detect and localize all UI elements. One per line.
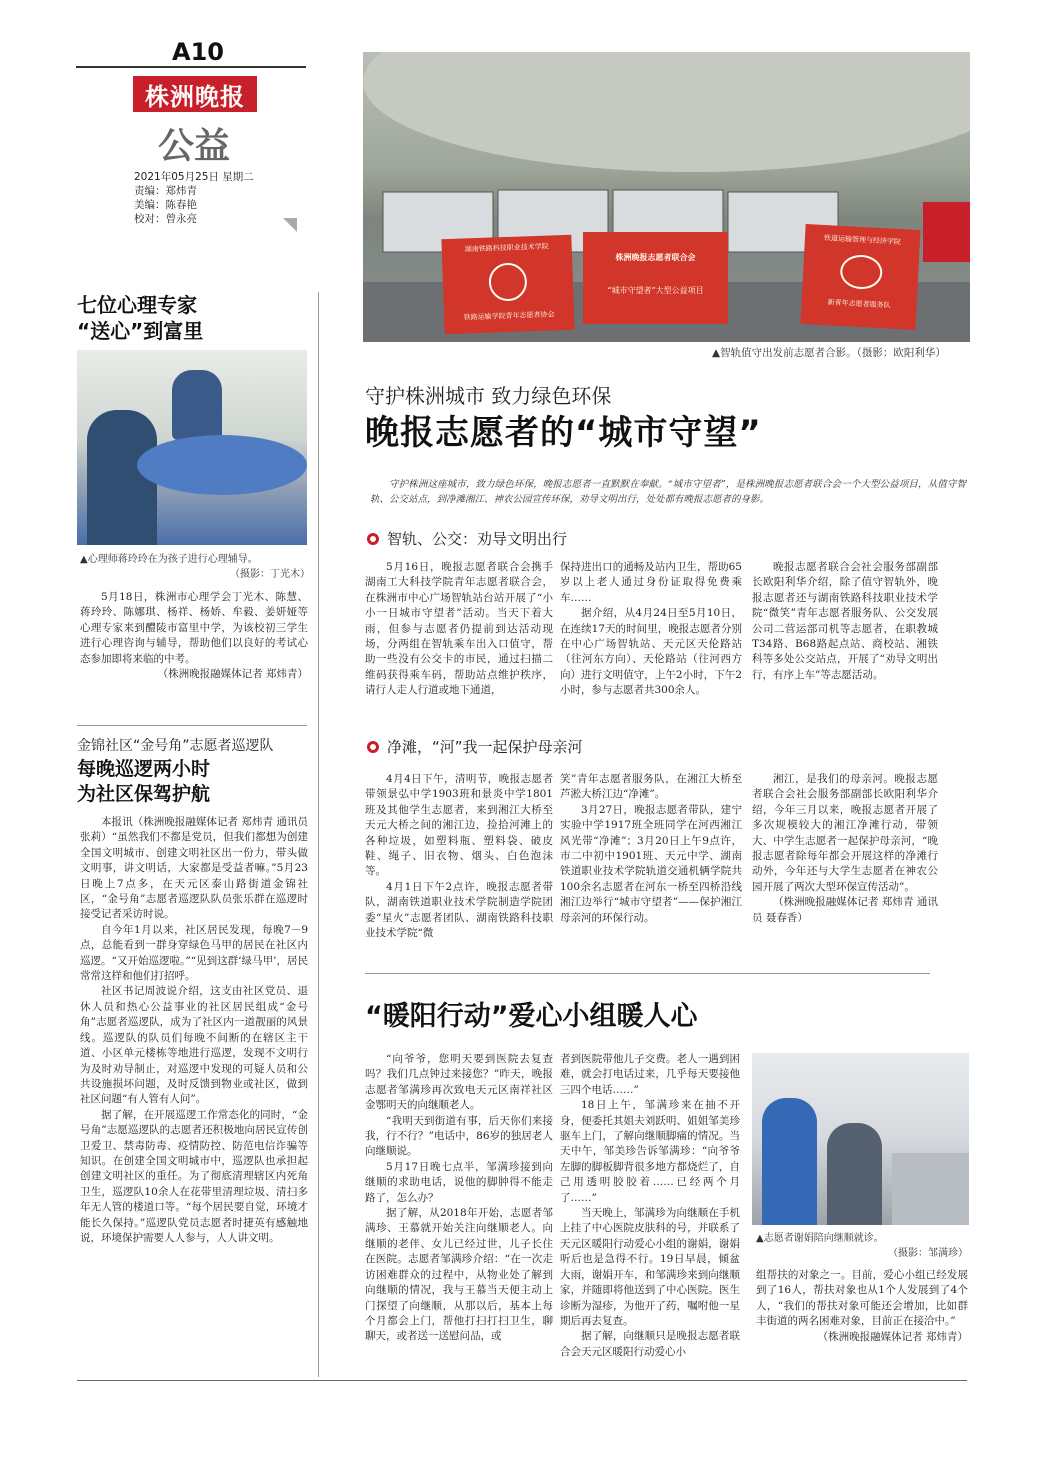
bottom-col2-p3: 当天晚上，邹满珍为向继顺在手机上挂了中心医院皮肤科的号，并联系了天元区暖阳行动爱心小组的谢娟，谢娟听后也是急得不行。19日早晨，倾盆大雨，谢娟开车，和邹满珍来到向继顺家，并随即将他送到了中心医院。医生诊断为湿疹，为他开了药，嘱咐他一星期后再去复查。 xyxy=(560,1207,740,1327)
story1-body xyxy=(80,590,308,682)
masthead-rule xyxy=(76,66,306,68)
story2-headline-line2: 为社区保驾护航 xyxy=(77,783,211,805)
story2-para2: 自今年1月以来，社区居民发现，每晚7－9点，总能看到一群身穿绿色马甲的居民在社区内巡逻。“又开始巡逻啦。”“见到这群‘绿马甲’，居民常常这样和他们打招呼。 xyxy=(80,923,308,983)
left-column-divider xyxy=(318,292,319,1377)
story1-caption-text: ▲心理师蒋玲玲在为孩子进行心理辅导。 xyxy=(80,554,258,565)
story1-credit: （株洲晚报融媒体记者 郑炜青） xyxy=(157,668,308,681)
footer-rule xyxy=(77,1380,967,1381)
banner-right-bottom: 新青年志愿者服务队 xyxy=(827,298,891,310)
banner-middle xyxy=(583,232,728,324)
story2-kicker: 金锦社区“金号角”志愿者巡逻队 xyxy=(77,738,274,754)
story1-photo-credit: （摄影：丁光木） xyxy=(230,569,310,580)
section2-heading xyxy=(367,736,583,757)
proofreader-credit: 校对：曾永亮 xyxy=(134,213,197,225)
section1-col1-text: 5月16日，晚报志愿者联合会携手湖南工大科技学院青年志愿者联合会，在株洲市中心广场智轨站台站开展了“小小一日城市守望者”活动。当天下着大雨，但参与志愿者仍提前到达活动现场，分两组在智轨乘车出入口值守，帮助一些没有公交卡的市民，通过扫描二维码获得乘车码，帮助站点维护秩序，请行人走人行道或地下通道， xyxy=(365,561,553,697)
banner-middle-bottom: “城市守望者”大型公益项目 xyxy=(607,286,704,295)
section1-col2-text: 保持进出口的通畅及站内卫生，帮助65岁以上老人通过身份证取得免费乘车…… xyxy=(560,561,742,604)
left-divider xyxy=(77,725,307,726)
story1-caption xyxy=(80,550,310,580)
bottom-photo-credit: （摄影：邹满珍） xyxy=(888,1248,968,1259)
section1-col3-text: 晚报志愿者联合会社会服务部副部长欧阳利华介绍，除了值守智轨外，晚报志愿者还与湖南铁路科技职业技术学院“微笑”青年志愿者服务队、公交发展公司二营运部司机等志愿者，在职教城T34路、B68路起点站、商校站、湘铁科等多处公交站点，开展了“劝导文明出行，有序上车”等志愿活动。 xyxy=(752,561,938,681)
banner-left-bottom: 铁路运输学院青年志愿者协会 xyxy=(463,310,555,322)
desk-shape xyxy=(892,1153,969,1225)
bottom-col3 xyxy=(756,1268,968,1345)
bottom-col2 xyxy=(560,1052,740,1360)
bottom-col2-p4: 据了解，向继顺只是晚报志愿者联合会天元区暖阳行动爱心小 xyxy=(560,1330,740,1358)
bottom-col2-p1: 者到医院带他儿子交费。老人一遇到困难，就会打电话过来，几乎每天要接他三四个电话……” xyxy=(560,1053,740,1096)
paper-logo-text: 株洲晚报 xyxy=(145,81,245,111)
counselor-figure xyxy=(172,370,222,440)
section-divider xyxy=(365,973,930,974)
heart-icon xyxy=(488,262,527,301)
banner-left xyxy=(441,235,574,334)
section2-col1 xyxy=(365,772,553,941)
story2-para4: 据了解，在开展巡逻工作常态化的同时，“金号角”志愿巡逻队的志愿者还积极地向居民宣传创卫爱卫、禁毒防毒、疫情防控、防范电信诈骗等知识。在创建全国文明城市中，巡逻队也承担起创建文明社区的重任。为了彻底清理辖区内死角卫生，巡逻队10余人在花带里清理垃圾、清扫多年无人管的楼道口等。“每个居民要自觉，环境才能长久保持。”巡逻队党员志愿者时捷英有感触地说，环境保护需要人人参与，人人讲文明。 xyxy=(80,1108,308,1244)
handshake-icon xyxy=(839,254,883,290)
story2-para1: 本报讯（株洲晚报融媒体记者 郑炜青 通讯员 张莉）“虽然我们不都是党员，但我们都想为创建全国文明城市、创建文明社区出一份力，带头做文明事，讲文明话，大家都是受益者嘛。”5月23日晚上7点多，在天元区泰山路街道金锦社区，“金号角”志愿者巡逻队队员张乐群在巡逻时接受记者采访时说。 xyxy=(80,816,308,921)
bottom-col1-p1: “向爷爷，您明天要到医院去复查吗？我们几点钟过来接您？”昨天，晚报志愿者邹满珍再次致电天元区南祥社区金鄂明天的向继顺老人。 xyxy=(365,1053,553,1112)
issue-info xyxy=(134,170,254,226)
bottom-col1-p3: 5月17日晚七点半，邹满珍接到向继顺的求助电话，说他的脚肿得不能走路了，怎么办？ xyxy=(365,1160,553,1204)
bottom-col1 xyxy=(365,1052,553,1345)
section1-col3 xyxy=(752,560,938,683)
bottom-photo-caption-text: ▲志愿者谢娟陪向继顺就诊。 xyxy=(756,1233,884,1244)
hospital-visit-photo xyxy=(752,1053,969,1225)
page-number: A10 xyxy=(172,38,224,66)
section1-col2 xyxy=(560,560,742,699)
section2-col3-text: 湘江，是我们的母亲河。晚报志愿者联合会社会服务部副部长欧阳利华介绍，今年三月以来，晚报志愿者开展了多次规模较大的湘江净滩行动，带领大、中学生志愿者一起保护母亲河，“晚报志愿者除每年都会开展这样的净滩行动外，今年还与大学生志愿者在神农公园开展了两次大型环保宣传活动”。 xyxy=(752,773,938,893)
section2-credit: （株洲晚报融媒体记者 郑炜青 通讯员 聂春香） xyxy=(752,896,938,924)
banner-right-top: 铁道运输管理与经济学院 xyxy=(823,234,902,247)
bottom-photo-caption xyxy=(756,1229,968,1259)
story2-body xyxy=(80,815,308,1246)
main-kicker: 守护株洲城市 致力绿色环保 xyxy=(365,384,612,408)
section2-col3 xyxy=(752,772,938,926)
elder-figure xyxy=(827,1123,882,1225)
story2-para3: 社区书记周波说介绍，这支由社区党员、退休人员和热心公益事业的社区居民组成“金号角”志愿者巡逻队，成为了社区内一道靓丽的风景线。巡逻队的队员们每晚不间断的在辖区主干道、小区单元楼栋等地进行巡逻，发现不文明行为及时劝导制止，对巡逻中发现的可疑人员和公共设施损坏问题，及时反馈到物业或社区，做到社区问题“有人管有人问”。 xyxy=(80,985,308,1106)
banner-left-top: 湖南铁路科技职业技术学院 xyxy=(464,242,549,254)
bottom-col1-p4: 据了解，从2018年开始，志愿者邹满珍、王慕就开始关注向继顺老人。向继顺的老伴、女儿已经过世，儿子长住在医院。志愿者邹满珍介绍：“在一次走访困难群众的过程中，从物业处了解到向继顺的情况，我与王慕当天便主动上门探望了向继顺，从那以后，基本上每个月都会上门，帮他打扫打扫卫生，聊聊天，或者送一送慰问品，或 xyxy=(365,1207,553,1343)
story1-headline xyxy=(77,292,203,344)
art-editor-credit: 美编：陈春艳 xyxy=(134,199,197,211)
main-headline: 晚报志愿者的“城市守望” xyxy=(365,413,762,453)
bottom-col1-p2: “我明天到街道有事，后天你们来接我，行不行？”电话中，86岁的独居老人向继顺说。 xyxy=(365,1114,553,1158)
section-bullet-icon xyxy=(367,533,379,545)
section2-col1b-text: 4月1日下午2点许，晚报志愿者带队，湖南铁道职业技术学院制造学院团委“星火”志愿者团队、湖南铁路科技职业技术学院“微 xyxy=(365,880,553,940)
bottom-col2-p2: 18日上午，邹满珍来在抽不开身，便委托其姐夫刘跃明、姐姐邹美珍驱车上门，了解向继顺脚痛的情况。当天中午，邹美珍告诉邹满珍：“向爷爷左脚的脚板脚背很多地方都烧烂了，自己用透明胶胶着……已经两个月了……” xyxy=(560,1099,740,1204)
section1-col2b-text: 据介绍，从4月24日至5月10日，在连续17天的时间里，晚报志愿者分别在中心广场智轨站、天元区天伦路站（往河东方向）、天伦路站（往河西方向）进行文明值守，上午2小时，下午2小时，参与志愿者共300余人。 xyxy=(560,607,742,697)
section2-title: 净滩，“河”我一起保护母亲河 xyxy=(387,738,583,756)
corner-arrow-icon xyxy=(283,218,297,232)
bottom-col3-p1: 组帮扶的对象之一。目前，爱心小组已经发展到了16人，帮扶对象也从1个人发展到了4个人，“我们的帮扶对象可能还会增加，比如群丰街道的两名困难对象，目前正在接洽中。” xyxy=(756,1269,968,1328)
banner-right xyxy=(800,224,920,330)
table-shape xyxy=(137,435,307,495)
volunteers-group-photo xyxy=(363,52,970,342)
section2-col2b-text: 3月27日，晚报志愿者带队，建宁实验中学1917班全班同学在河西湘江风光带“净滩”；3月20日上午9点许，市二中初中1901班、天元中学、湖南铁道职业技术学院轨道交通机辆学院共100余名志愿者在河东一桥至四桥沿线湘江边举行“城市守望者”——保护湘江母亲河的环保行动。 xyxy=(560,803,742,924)
story2-headline-line1: 每晚巡逻两小时 xyxy=(77,758,211,780)
section2-col2-text: 笑”青年志愿者服务队，在湘江大桥至芦淞大桥江边“净滩”。 xyxy=(560,773,742,801)
volunteer-figure xyxy=(762,1098,817,1225)
top-photo-caption: ▲智轨值守出发前志愿者合影。（摄影：欧阳利华） xyxy=(712,347,946,359)
story1-headline-line2: “送心”到富里 xyxy=(77,319,204,343)
story2-headline xyxy=(77,757,210,807)
section-bullet-icon xyxy=(367,741,379,753)
section1-title: 智轨、公交：劝导文明出行 xyxy=(387,530,568,548)
bottom-col3-credit: （株洲晚报融媒体记者 郑炜青） xyxy=(817,1330,968,1343)
section1-col1 xyxy=(365,560,553,699)
story1-body-text: 5月18日，株洲市心理学会丁光木、陈慧、蒋玲玲、陈娜琪、杨祥、杨娇、牟毅、姜妍娅等心理专家来到醴陵市富里中学，为该校初三学生进行心理咨询与辅导，帮助他们以良好的考试心态参加即将来临的中考。 xyxy=(80,591,308,665)
main-lead: 守护株洲这座城市，致力绿色环保，晚报志愿者一直默默在奉献。“城市守望者”，是株洲晚报志愿者联合会一个大型公益项目，从值守智轨、公交站点，到净滩湘江、神农公园宣传环保，劝导文明出行，处处都有晚报志愿者的身影。 xyxy=(370,479,966,505)
section1-heading xyxy=(367,528,567,549)
counseling-photo xyxy=(77,350,307,545)
section2-col2 xyxy=(560,772,742,926)
issue-date: 2021年05月25日 星期二 xyxy=(134,171,254,183)
section2-col1-text: 4月4日下午，清明节，晚报志愿者带领景弘中学1903班和景炎中学1801班及其他学生志愿者，来到湘江大桥至天元大桥之间的湘江边，捡拾河滩上的各种垃圾，如塑料瓶、塑料袋、破皮鞋、绳子、旧衣物、烟头、白色泡沫等。 xyxy=(365,773,553,878)
banner-middle-top: 株洲晚报志愿者联合会 xyxy=(615,252,696,262)
editor-credit: 责编：郑炜青 xyxy=(134,185,197,197)
paper-logo xyxy=(133,76,257,112)
section-title: 公益 xyxy=(158,125,231,167)
bottom-headline: “暖阳行动”爱心小组暖人心 xyxy=(365,1001,698,1032)
story1-headline-line1: 七位心理专家 xyxy=(77,293,197,317)
